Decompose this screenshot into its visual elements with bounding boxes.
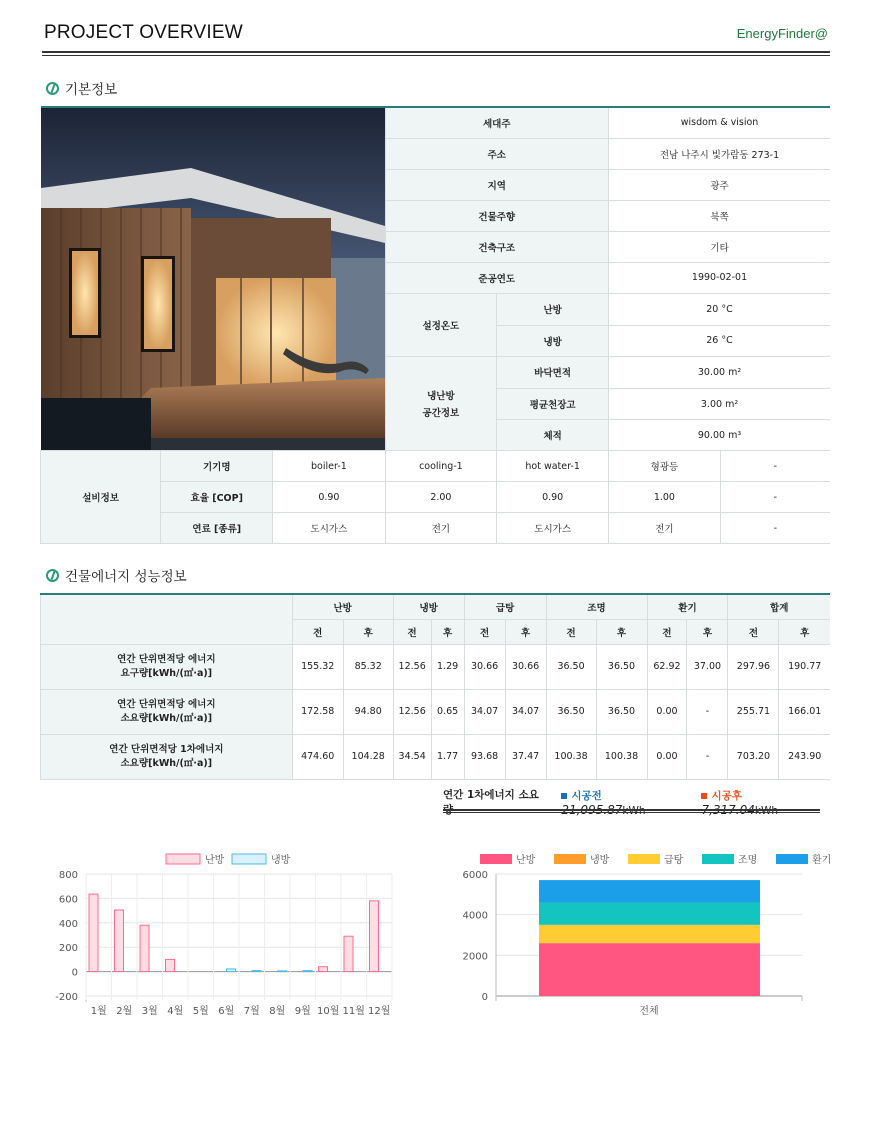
cell: 190.77 (779, 644, 830, 689)
legend-swatch (480, 854, 512, 864)
cell: 12.56 (393, 644, 431, 689)
y-tick-label: 200 (58, 943, 78, 955)
cell: 703.20 (728, 734, 779, 779)
performance-corner (41, 594, 293, 644)
section-title-basic (46, 78, 117, 98)
performance-table (40, 593, 830, 780)
equipment-cell: 도시가스 (497, 513, 609, 544)
legend-label: 냉방 (590, 855, 610, 866)
equipment-cell: 전기 (609, 513, 721, 544)
stacked-bar-segment (539, 925, 760, 943)
row-label (41, 734, 293, 779)
group-header: 난방 (292, 594, 393, 619)
y-tick-label: 0 (481, 992, 488, 1003)
label-space-info (385, 356, 497, 450)
y-tick-label: 600 (58, 894, 78, 906)
bar (166, 959, 175, 971)
summary-label: 연간 1차에너지 소요 (443, 789, 539, 801)
bar (344, 936, 353, 971)
row-label (41, 689, 293, 734)
y-tick-label: 2000 (462, 951, 488, 963)
x-tick-label: 11월 (342, 1006, 365, 1017)
stacked-bar-segment (539, 902, 760, 924)
cell: 0.00 (647, 734, 687, 779)
cell: 255.71 (728, 689, 779, 734)
cell: 12.56 (393, 689, 431, 734)
x-tick-label: 4월 (167, 1006, 184, 1017)
table-row (41, 734, 831, 779)
row-label-line1: 연간 단위면적당 에너지 (117, 653, 216, 665)
cell: 172.58 (292, 689, 343, 734)
row-label-line2: 요구량[kWh/(㎡·a)] (120, 667, 213, 679)
x-tick-label: 3월 (141, 1006, 158, 1017)
legend-label: 냉방 (271, 855, 291, 866)
section-title-text: 건물에너지 성능정보 (65, 569, 187, 585)
after-header: 후 (779, 619, 830, 644)
value-volume: 90.00 m³ (609, 420, 830, 451)
equipment-cell: - (720, 482, 830, 513)
legend-swatch (232, 854, 266, 864)
table-row (41, 644, 831, 689)
cell: 243.90 (779, 734, 830, 779)
equipment-cell: 도시가스 (273, 513, 385, 544)
cell: 1.77 (431, 734, 464, 779)
legend-label: 환기 (812, 855, 832, 866)
cell: 155.32 (292, 644, 343, 689)
label-completion-year: 준공연도 (385, 262, 609, 293)
x-tick-label: 6월 (218, 1006, 235, 1017)
before-header: 전 (292, 619, 343, 644)
table-row (41, 689, 831, 734)
value-ceiling-height: 3.00 m² (609, 389, 830, 420)
after-header: 후 (596, 619, 647, 644)
leaf-icon (46, 82, 59, 95)
x-tick-label: 7월 (243, 1006, 260, 1017)
label-set-temperature: 설정온도 (385, 293, 497, 356)
label-space-info-line2: 공간정보 (422, 407, 460, 419)
label-address: 주소 (385, 138, 609, 169)
cell: 36.50 (596, 689, 647, 734)
label-owner: 세대주 (385, 107, 609, 138)
page-header (42, 20, 830, 56)
cell: 34.07 (464, 689, 505, 734)
legend-label: 조명 (738, 855, 758, 866)
cell: - (687, 734, 728, 779)
y-tick-label: 4000 (462, 910, 488, 922)
row-label-line2: 소요량[kWh/(㎡·a)] (120, 712, 213, 724)
cell: 36.50 (546, 644, 596, 689)
group-header: 냉방 (393, 594, 464, 619)
group-header: 조명 (546, 594, 647, 619)
group-header: 급탕 (464, 594, 546, 619)
label-volume: 체적 (497, 420, 609, 451)
page-title: PROJECT OVERVIEW (44, 22, 243, 43)
cell: 36.50 (546, 689, 596, 734)
before-header: 전 (546, 619, 596, 644)
bar (227, 969, 236, 972)
bar (303, 971, 312, 972)
legend-label: 급탕 (664, 855, 684, 866)
cell: 104.28 (343, 734, 393, 779)
y-tick-label: 400 (58, 918, 78, 930)
equipment-cell: 0.90 (273, 482, 385, 513)
value-heating-temp: 20 °C (609, 293, 830, 325)
summary-after-label: 시공후 (711, 789, 742, 802)
y-tick-label: -200 (55, 992, 78, 1003)
leaf-icon (46, 569, 59, 582)
bar (278, 971, 287, 972)
label-structure: 건축구조 (385, 231, 609, 262)
x-tick-label: 1월 (90, 1006, 107, 1017)
section-title-text: 기본정보 (65, 82, 118, 98)
cell: 34.54 (393, 734, 431, 779)
bar (140, 925, 149, 971)
value-owner: wisdom & vision (609, 107, 830, 138)
stacked-bar-segment (539, 880, 760, 902)
brand-name: EnergyFinder@ (736, 26, 828, 41)
y-tick-label: 0 (71, 967, 78, 979)
x-tick-label: 2월 (116, 1006, 133, 1017)
group-header: 환기 (647, 594, 728, 619)
label-region: 지역 (385, 169, 609, 200)
value-address: 전남 나주시 빛가람동 273-1 (609, 138, 830, 169)
equipment-cell: 0.90 (497, 482, 609, 513)
value-floor-area: 30.00 m² (609, 356, 830, 388)
cell: 0.00 (647, 689, 687, 734)
cell: 34.07 (505, 689, 546, 734)
house-photo (41, 107, 386, 451)
bar (319, 967, 328, 972)
label-heating-temp: 난방 (497, 293, 609, 325)
label-floor-area: 바닥면적 (497, 356, 609, 388)
cell: 100.38 (546, 734, 596, 779)
cell: 30.66 (464, 644, 505, 689)
value-completion-year: 1990-02-01 (609, 262, 830, 293)
cell: 166.01 (779, 689, 830, 734)
cell: 37.00 (687, 644, 728, 689)
cell: - (687, 689, 728, 734)
cell: 85.32 (343, 644, 393, 689)
label-equipment: 설비정보 (41, 451, 161, 544)
x-tick-label: 12월 (368, 1006, 391, 1017)
header-divider (42, 51, 830, 53)
x-tick-label: 5월 (192, 1006, 209, 1017)
header-divider (42, 55, 830, 56)
after-header: 후 (687, 619, 728, 644)
total-energy-stacked-chart (450, 846, 832, 1036)
cell: 94.80 (343, 689, 393, 734)
group-header: 합계 (728, 594, 830, 619)
cell: 474.60 (292, 734, 343, 779)
label-space-info-line1: 냉난방 (427, 390, 455, 402)
y-tick-label: 800 (58, 870, 78, 881)
bar (370, 901, 379, 972)
legend-swatch (776, 854, 808, 864)
legend-swatch (702, 854, 734, 864)
x-tick-label: 10월 (317, 1006, 340, 1017)
label-fuel: 연료 [종류] (161, 513, 273, 544)
before-header: 전 (728, 619, 779, 644)
value-orientation: 북쪽 (609, 200, 830, 231)
legend-swatch (554, 854, 586, 864)
square-icon (561, 793, 567, 799)
row-label-line1: 연간 단위면적당 1차에너지 (109, 743, 224, 755)
equipment-cell: 형광등 (609, 451, 721, 482)
stacked-bar-segment (539, 943, 760, 996)
bar (89, 894, 98, 971)
cell: 37.47 (505, 734, 546, 779)
legend-label: 난방 (516, 855, 536, 866)
value-region: 광주 (609, 169, 830, 200)
equipment-cell: 전기 (385, 513, 497, 544)
y-tick-label: 6000 (462, 870, 488, 881)
cell: 30.66 (505, 644, 546, 689)
legend-label: 난방 (205, 855, 225, 866)
label-orientation: 건물주향 (385, 200, 609, 231)
value-cooling-temp: 26 °C (609, 325, 830, 356)
x-tick-label: 9월 (294, 1006, 311, 1017)
bar (115, 910, 124, 972)
cell: 93.68 (464, 734, 505, 779)
cell: 1.29 (431, 644, 464, 689)
x-tick-label: 8월 (269, 1006, 286, 1017)
section-title-performance (46, 565, 187, 585)
label-ceiling-height: 평균천장고 (497, 389, 609, 420)
equipment-cell: boiler-1 (273, 451, 385, 482)
after-header: 후 (343, 619, 393, 644)
equipment-cell: - (720, 513, 830, 544)
cell: 36.50 (596, 644, 647, 689)
row-label-line2: 소요량[kWh/(㎡·a)] (120, 757, 213, 769)
row-label-line1: 연간 단위면적당 에너지 (117, 698, 216, 710)
label-cooling-temp: 냉방 (497, 325, 609, 356)
equipment-cell: hot water-1 (497, 451, 609, 482)
equipment-cell: - (720, 451, 830, 482)
summary-underline (443, 812, 820, 813)
value-structure: 기타 (609, 231, 830, 262)
legend-swatch (628, 854, 660, 864)
house-photo-illustration (41, 108, 385, 450)
summary-underline (443, 809, 820, 811)
equipment-cell: cooling-1 (385, 451, 497, 482)
monthly-energy-chart (40, 846, 440, 1036)
label-efficiency: 효율 [COP] (161, 482, 273, 513)
summary-before-label: 시공전 (571, 789, 602, 802)
bar (252, 971, 261, 972)
square-icon (701, 793, 707, 799)
before-header: 전 (393, 619, 431, 644)
row-label (41, 644, 293, 689)
after-header: 후 (505, 619, 546, 644)
label-device-name: 기기명 (161, 451, 273, 482)
cell: 100.38 (596, 734, 647, 779)
x-tick-label: 전체 (639, 1006, 659, 1017)
before-header: 전 (647, 619, 687, 644)
equipment-cell: 1.00 (609, 482, 721, 513)
equipment-cell: 2.00 (385, 482, 497, 513)
cell: 0.65 (431, 689, 464, 734)
after-header: 후 (431, 619, 464, 644)
cell: 297.96 (728, 644, 779, 689)
before-header: 전 (464, 619, 505, 644)
legend-swatch (166, 854, 200, 864)
cell: 62.92 (647, 644, 687, 689)
basic-info-table (40, 106, 830, 544)
